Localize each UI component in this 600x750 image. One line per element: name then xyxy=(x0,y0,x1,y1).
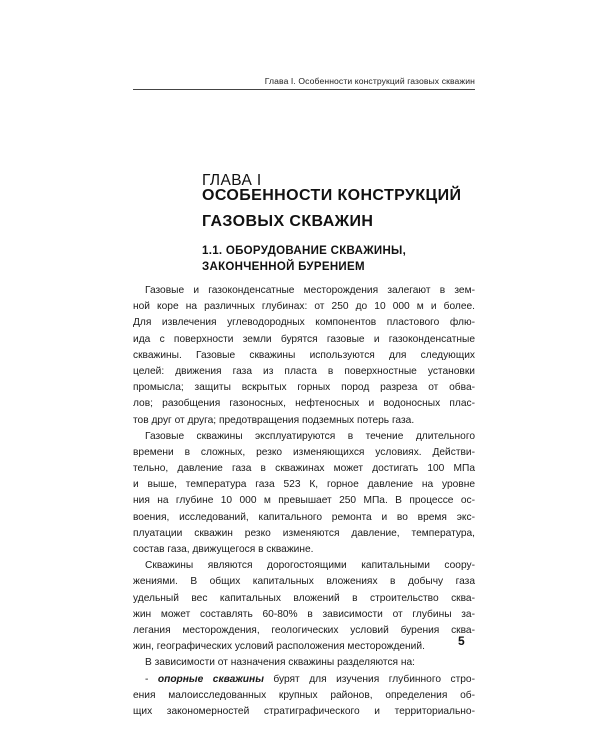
text-line: удельный вес капитальных вложений в строительство сква- xyxy=(133,592,475,604)
body-text xyxy=(133,283,475,720)
text-line: Для извлечения углеводородных компонентов пластового флю- xyxy=(133,317,475,329)
text-line: целей: движения газа из пласта в поверхностные установки xyxy=(133,365,475,377)
section-title xyxy=(202,243,406,275)
text-line: В зависимости от назначения скважины разделяются на: xyxy=(145,657,416,669)
chapter-title-line: ОСОБЕННОСТИ КОНСТРУКЦИЙ xyxy=(202,187,462,204)
text-line: легания месторождения, геологических условий бурения сква- xyxy=(133,624,475,636)
header-rule xyxy=(133,89,475,90)
text-line: плуатации скважин резко изменяются давление, температура, xyxy=(133,527,475,539)
text-fragment: бурят для изучения глубинного стро- xyxy=(263,673,475,685)
text-line: лов; разобщения газоносных, нефтеносных и водоносных плас- xyxy=(133,398,475,410)
text-line: промысла; защиты вскрытых горных пород разреза от обва- xyxy=(133,382,475,394)
text-line: Скважины являются дорогостоящими капитальными соору- xyxy=(145,560,475,572)
list-dash: - xyxy=(145,673,158,685)
text-line: щих закономерностей стратиграфического и территориально- xyxy=(133,705,475,717)
chapter-title-line: ГАЗОВЫХ СКВАЖИН xyxy=(202,213,374,230)
text-line: тельно, давление газа в скважинах может достигать 100 МПа xyxy=(133,463,475,475)
text-line: Газовые и газоконденсатные месторождения залегают в зем- xyxy=(145,285,475,296)
text-line: и выше, температура газа 523 К, горное давление на уровне xyxy=(133,479,475,491)
text-line xyxy=(133,672,475,688)
text-line: ной коре на различных глубинах: от 250 до 10 000 м и более. xyxy=(133,301,475,313)
text-line: скважины. Газовые скважины используются для следующих xyxy=(133,349,475,361)
chapter-title xyxy=(202,183,461,235)
chapter-label: ГЛАВА I xyxy=(202,172,262,189)
text-line: Газовые скважины эксплуатируются в течение длительного xyxy=(145,430,475,442)
text-line: состав газа, движущегося в скважине. xyxy=(133,544,314,555)
text-line: жин, географических условий расположения месторождений. xyxy=(133,641,425,653)
section-title-line: ЗАКОНЧЕННОЙ БУРЕНИЕМ xyxy=(202,261,365,273)
text-line: времени в сложных, резко изменяющихся условиях. Действи- xyxy=(133,446,475,458)
text-line: жин может составлять 60-80% в зависимости от глубины за- xyxy=(133,608,475,620)
section-title-line: 1.1. ОБОРУДОВАНИЕ СКВАЖИНЫ, xyxy=(202,245,407,257)
text-line: ида с поверхности земли бурятся газовые и газоконденсатные xyxy=(133,333,475,345)
text-line: ния на глубине 10 000 м превышает 250 МПа. В процессе ос- xyxy=(133,495,475,507)
page-number: 5 xyxy=(458,634,465,648)
defined-term: опорные скважины xyxy=(157,673,264,685)
running-header: Глава I. Особенности конструкций газовых скважин xyxy=(264,76,475,86)
text-line: воения, исследований, капитального ремонта и во время экс- xyxy=(133,511,475,523)
text-line: тов друг от друга; предотвращения подземных потерь газа. xyxy=(133,414,415,426)
text-line: ения малоисследованных крупных районов, определения об- xyxy=(133,689,475,701)
text-line: жениями. В общих капитальных вложениях в добычу газа xyxy=(133,576,475,588)
